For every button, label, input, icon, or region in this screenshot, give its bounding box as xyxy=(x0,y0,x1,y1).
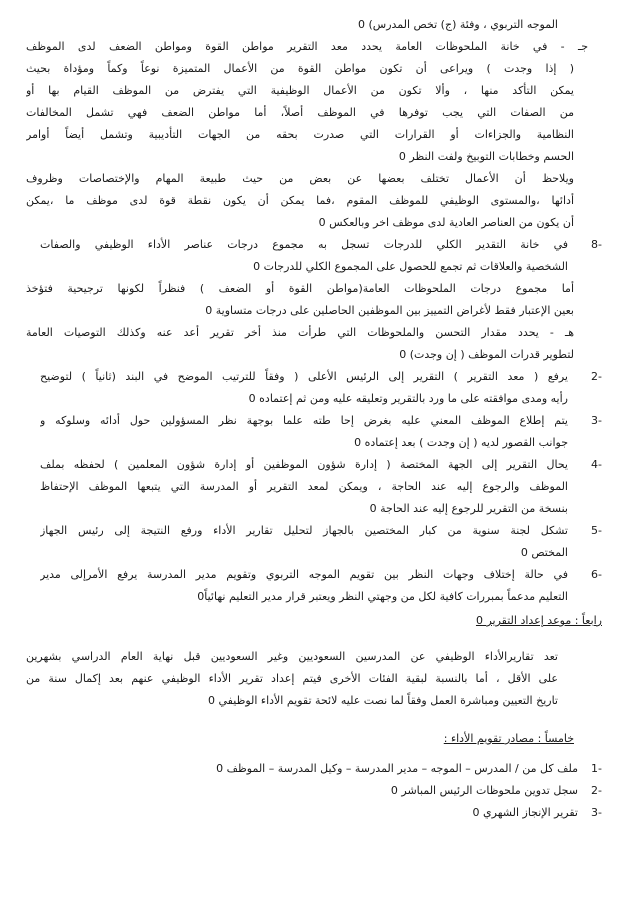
item-number: -3 xyxy=(591,414,602,427)
item-number: -8 xyxy=(591,238,602,251)
item-number: -5 xyxy=(591,524,602,537)
text-line: تشكل لجنة سنوية من كبار المختصين بالجهاز لتحليل تقارير الأداء ورفع النتيجة إلى رئيس الجهاز xyxy=(40,524,568,537)
text-line: جوانب القصور لديه ( إن وجدت ) بعد إعتماده 0 xyxy=(354,436,568,449)
text-line: أدائها ،والمستوى الوظيفي للموظف المقوم ،فما يمكن أن يكون نقطة قوة لدى موظف ما ،يمكن xyxy=(26,194,574,207)
section-heading-row xyxy=(26,608,602,632)
list-item xyxy=(26,564,602,608)
list-item xyxy=(26,520,602,564)
text-line: هـ - يحدد مقدار التحسن والملحوظات التي طرأت منذ أخر تقرير أعد عنه وكذلك التوصيات العامة xyxy=(26,326,574,339)
list-item xyxy=(26,454,602,520)
text-line: الموجه التربوي ، وفئة (ج) تخص المدرس) 0 xyxy=(357,18,558,31)
text-line: من الصفات التي يجب توفرها في الموظف أصلاً، أما مواطن الضعف فهي تشمل المخالفات xyxy=(26,106,574,119)
spacer xyxy=(26,632,602,646)
text-line: النظامية والجزاءات أو القرارات التي صدرت بحقه من الجهات التأديبية وتشمل أيضاً أوامر xyxy=(26,128,574,141)
text-line: على الأقل ، أما بالنسبة لبقية الفئات الأخرى فيتم إعداد تقرير الأداء الوظيفي عنهم بعد إكمال سنة من xyxy=(26,672,558,685)
item-number: -2 xyxy=(591,370,602,383)
item-number: -3 xyxy=(591,806,602,819)
text-line: ( إذا وجدت ) ويراعى أن تكون مواطن القوة من الأعمال المتميزة نوعاً وكماً ومؤداة بحيث xyxy=(26,62,574,75)
text-line: أن يكون من العناصر العادية لدى موظف اخر وبالعكس 0 xyxy=(318,216,574,229)
text-line: تاريخ التعيين ومباشرة العمل وفقاً لما نصت عليه لائحة تقويم الأداء الوظيفي 0 xyxy=(208,694,558,707)
text-line: المختص 0 xyxy=(520,546,568,559)
text-line: يرفع ( معد التقرير ) التقرير إلى الرئيس الأعلى ( وفقاً للترتيب الموضح في البند (ثانياً ) لتوضيح xyxy=(40,370,568,383)
text-line: في خانة التقدير الكلي للدرجات تسجل به مجموع درجات عناصر الأداء الوظيفي والصفات xyxy=(40,238,568,251)
text-line: جـ - في خانة الملحوظات العامة يحدد معد التقرير مواطن القوة ومواطن الضعف لدى الموظف xyxy=(26,40,588,53)
text-line: يحال التقرير إلى الجهة المختصة ( إدارة شؤون الموظفين أو إدارة شؤون المعلمين ) لحفظه بملف xyxy=(40,458,568,471)
text-line: تقرير الإنجاز الشهري 0 xyxy=(472,806,578,819)
text-line: يمكن التأكد منها ، وألا تكون من الأعمال الوظيفية التي يفترض من الموظف القيام بها أو xyxy=(26,84,574,97)
text-line: الموظف والرجوع إليه عند الحاجة ، ويمكن لمعد التقرير أو المدرسة التي يتبعها الموظف الإحتفاظ xyxy=(40,480,568,493)
item-number: -1 xyxy=(591,762,602,775)
text-line: في حالة إختلاف وجهات النظر بين تقويم الموجه التربوي وتقويم مدير المدرسة يرفع الأمرإلى مدير xyxy=(40,568,568,581)
text-line: أما مجموع درجات الملحوظات العامة(مواطن القوة أو الضعف ) فنظراً لكونها ترجيحية فتؤخذ xyxy=(26,282,574,295)
text-line: تعد تقاريرالأداء الوظيفي عن المدرسين السعوديين وغير السعوديين قبل نهاية العام الدراسي بشهرين xyxy=(26,650,558,663)
text-line: لتطوير قدرات الموظف ( إن وجدت) 0 xyxy=(399,348,574,361)
list-item xyxy=(26,234,602,278)
item-number: -4 xyxy=(591,458,602,471)
list-item xyxy=(26,780,602,802)
list-item xyxy=(26,410,602,454)
text-line: يتم إطلاع الموظف المعني عليه بغرض إحا طته علما بوجهة نظر المسؤولين حول أدائه وسلوكه و xyxy=(40,414,568,427)
section-heading-row xyxy=(26,726,602,750)
text-line: ملف كل من / المدرس – الموجه – مدير المدرسة – وكيل المدرسة – الموظف 0 xyxy=(216,762,578,775)
text-line: سجل تدوين ملحوظات الرئيس المباشر 0 xyxy=(390,784,578,797)
spacer xyxy=(26,750,602,758)
spacer xyxy=(26,712,602,726)
text-line: رأيه ومدى موافقته على ما ورد بالتقرير وتعليقه عليه ومن ثم إعتماده 0 xyxy=(248,392,568,405)
text-line: التعليم مدعماً بمبررات كافية لكل من وجهتي النظر ويعتبر قرار مدير التعليم نهائياً0 xyxy=(197,590,568,603)
text-line: الحسم وخطابات التوبيخ ولفت النظر 0 xyxy=(398,150,574,163)
section-heading: خامساً : مصادر تقويم الأداء : xyxy=(443,732,574,745)
item-number: -2 xyxy=(591,784,602,797)
list-item xyxy=(26,802,602,824)
text-line: بنسخة من التقرير للرجوع إليه عند الحاجة 0 xyxy=(369,502,568,515)
text-line: الشخصية والعلاقات ثم تجمع للحصول على المجموع الكلي للدرجات 0 xyxy=(253,260,568,273)
section-heading: رابعاً : موعد إعداد التقرير 0 xyxy=(475,614,602,627)
text-line: بعين الإعتبار فقط لأغراض التمييز بين الموظفين الحاصلين على درجات متساوية 0 xyxy=(205,304,574,317)
list-item xyxy=(26,758,602,780)
item-number: -6 xyxy=(591,568,602,581)
text-line: ويلاحظ أن الأعمال تختلف بعضها عن بعض من حيث طبيعة المهام والإختصاصات وظروف xyxy=(26,172,574,185)
list-item xyxy=(26,366,602,410)
